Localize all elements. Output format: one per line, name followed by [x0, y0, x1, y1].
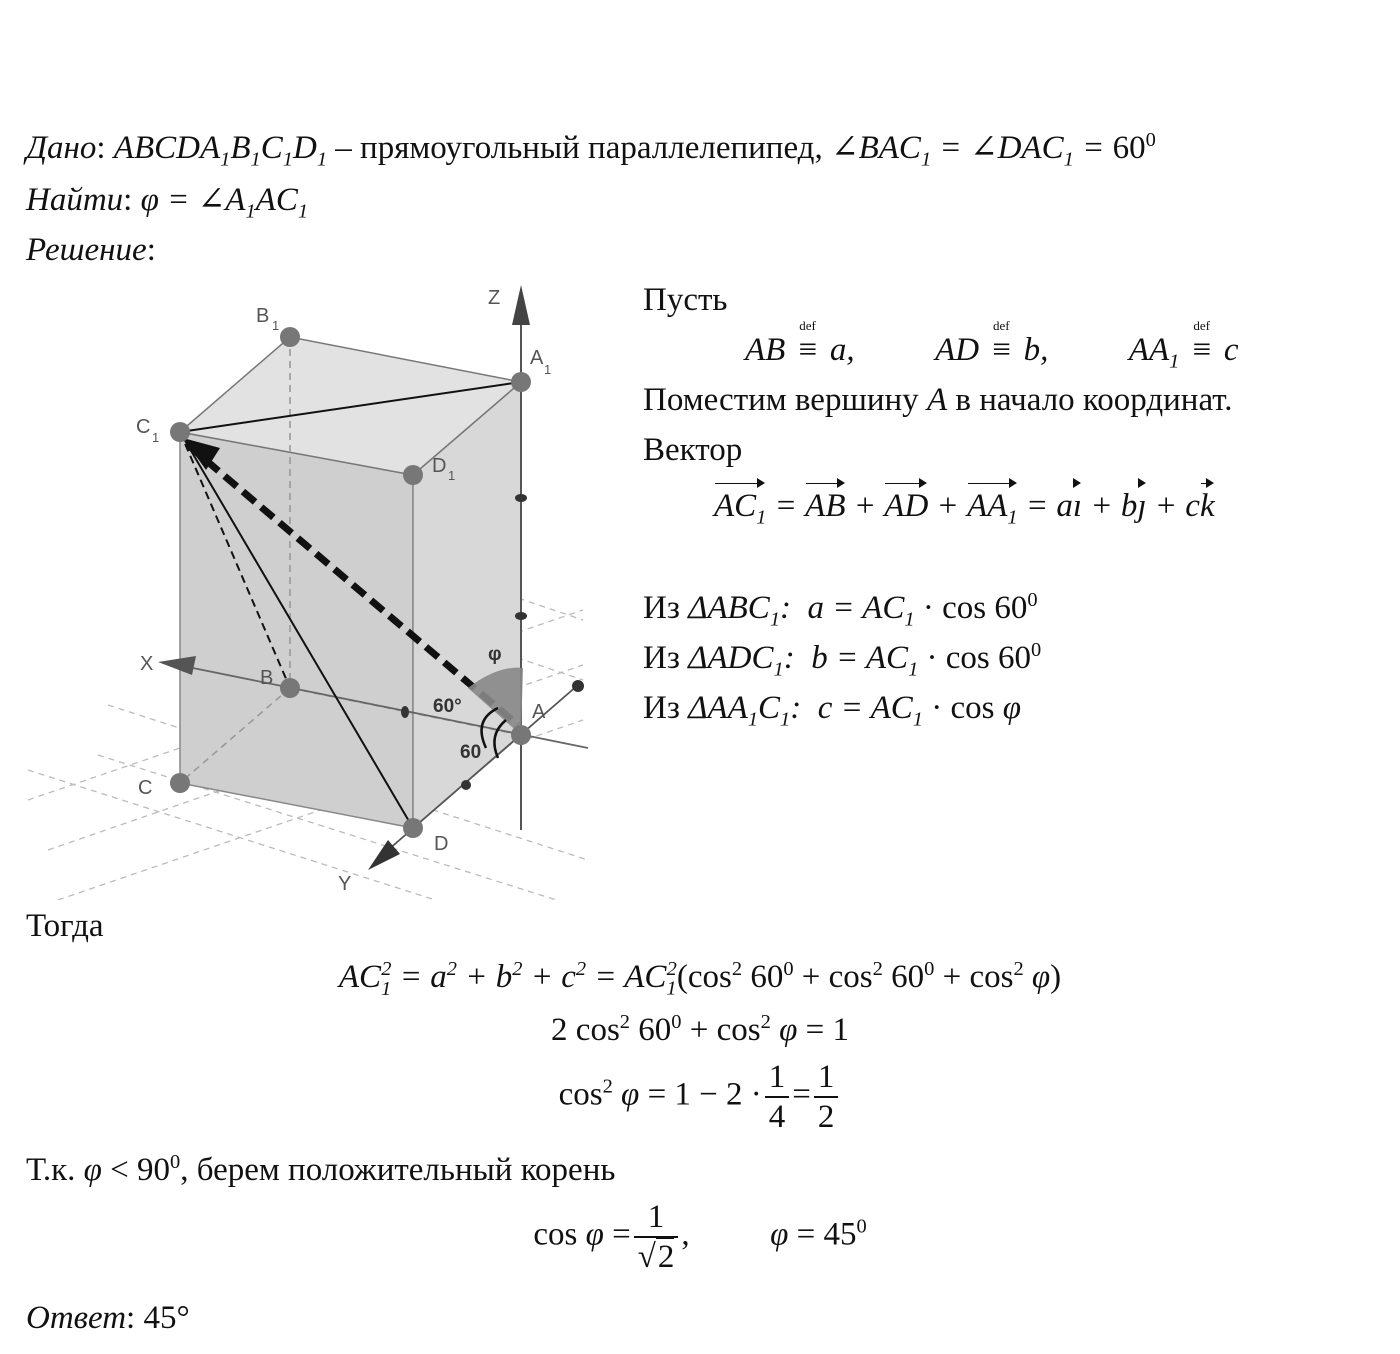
- label-a: A: [532, 701, 546, 723]
- vertex-d: [403, 818, 423, 838]
- label-d1-sub: 1: [448, 468, 456, 483]
- label-a1: A: [530, 347, 544, 369]
- label-z: Z: [488, 287, 501, 309]
- figure-svg: [28, 280, 608, 900]
- label-a1-sub: 1: [544, 362, 552, 377]
- solution-line: Решение:: [26, 232, 156, 268]
- answer-value: 45°: [143, 1300, 190, 1336]
- let-line: Пусть: [643, 282, 728, 318]
- label-x: X: [140, 653, 154, 675]
- from-abc1: Из $\Delta ABC_1$: $a = AC_1 \cdot \cos 60^0$: [643, 589, 1038, 631]
- label-b1-sub: 1: [272, 318, 280, 333]
- x-axis-arrow: [158, 656, 196, 675]
- vertex-d1: [403, 465, 423, 485]
- place-line: Поместим вершину A в начало координат.: [643, 382, 1233, 418]
- def-ab: AB def ≡ a,: [745, 318, 855, 368]
- answer-line: Ответ: 45°: [26, 1300, 190, 1336]
- answer-label: Ответ: [26, 1300, 127, 1336]
- equation-3: $\cos^2 \varphi = 1 - 2$ · $\frac{1}{4}$ = $\frac{1}{2}$: [0, 1058, 1400, 1136]
- def-aa1: $AA_1$ def ≡ c: [1128, 318, 1239, 373]
- defs-line: [745, 318, 1239, 373]
- equation-1: $AC_1^2 = a^2 + b^2 + c^2 = AC_1^2(\cos^2$ $60^0 + \cos^2 60^0 + \cos^2 \varphi$): [338, 958, 1062, 1000]
- solution-label: Решение: [26, 232, 147, 268]
- label-d1: D: [432, 455, 447, 477]
- label-c1-sub: 1: [152, 430, 160, 445]
- given-label: Дано: [26, 130, 97, 166]
- given-text: – прямоугольный параллелепипед,: [335, 130, 823, 166]
- z-axis-arrow: [512, 285, 530, 325]
- label-d: D: [434, 833, 449, 855]
- vertex-b: [280, 678, 300, 698]
- equation-2: 2 $\cos^2 60^0 + \cos^2 \varphi = 1$: [551, 1011, 849, 1048]
- then-line: Тогда: [26, 908, 104, 944]
- from-adc1: Из $\Delta ADC_1$: $b = AC_1 \cdot \cos 60^0$: [643, 639, 1042, 681]
- label-b: B: [260, 667, 274, 689]
- label-c1: C: [136, 416, 151, 438]
- def-ad: AD def ≡ b,: [935, 318, 1049, 368]
- label-phi: φ: [488, 644, 502, 665]
- find-expr: $\varphi = \angle A_1AC_1$: [140, 182, 309, 223]
- label-b1: B: [256, 305, 270, 327]
- given-angles: $\angle BAC_1$ = $\angle DAC_1 = 60^0$: [830, 129, 1156, 171]
- vertex-c1: [170, 422, 190, 442]
- given-shape: $ABCDA_1B_1C_1D_1$: [113, 130, 328, 171]
- from-aa1c1: Из $\Delta AA_1C_1$: $c = AC_1 \cdot \cos \varphi$: [643, 690, 1021, 731]
- vertex-a1: [511, 372, 531, 392]
- vertex-b1: [280, 327, 300, 347]
- find-line: Найти: $\varphi = \angle A_1AC_1$: [26, 182, 309, 223]
- label-60-a: 60°: [433, 696, 462, 717]
- parallelepiped-figure: [28, 280, 608, 900]
- label-60-b: 60: [460, 742, 482, 763]
- equation-4: cos φ = $\frac{1}{√2}$ , $\varphi = 45^0$: [533, 1199, 867, 1275]
- given-line: Дано: $ABCDA_1B_1C_1D_1$ – прямоугольный параллелепипед, $\angle BAC_1$ = $\angle DAC_1 = 60^0$: [26, 129, 1156, 171]
- since-line: Т.к. $\varphi < 90^0$, берем положительный корень: [26, 1151, 616, 1188]
- vertex-c: [170, 773, 190, 793]
- vector-label: Вектор: [643, 432, 743, 468]
- vector-equation: $AC_1$ = AB + AD + $AA_1$ = aı + bȷ + ck: [714, 488, 1215, 529]
- find-label: Найти: [26, 182, 124, 218]
- label-c: C: [138, 777, 153, 799]
- vertex-a: [511, 725, 531, 745]
- label-y: Y: [338, 873, 352, 895]
